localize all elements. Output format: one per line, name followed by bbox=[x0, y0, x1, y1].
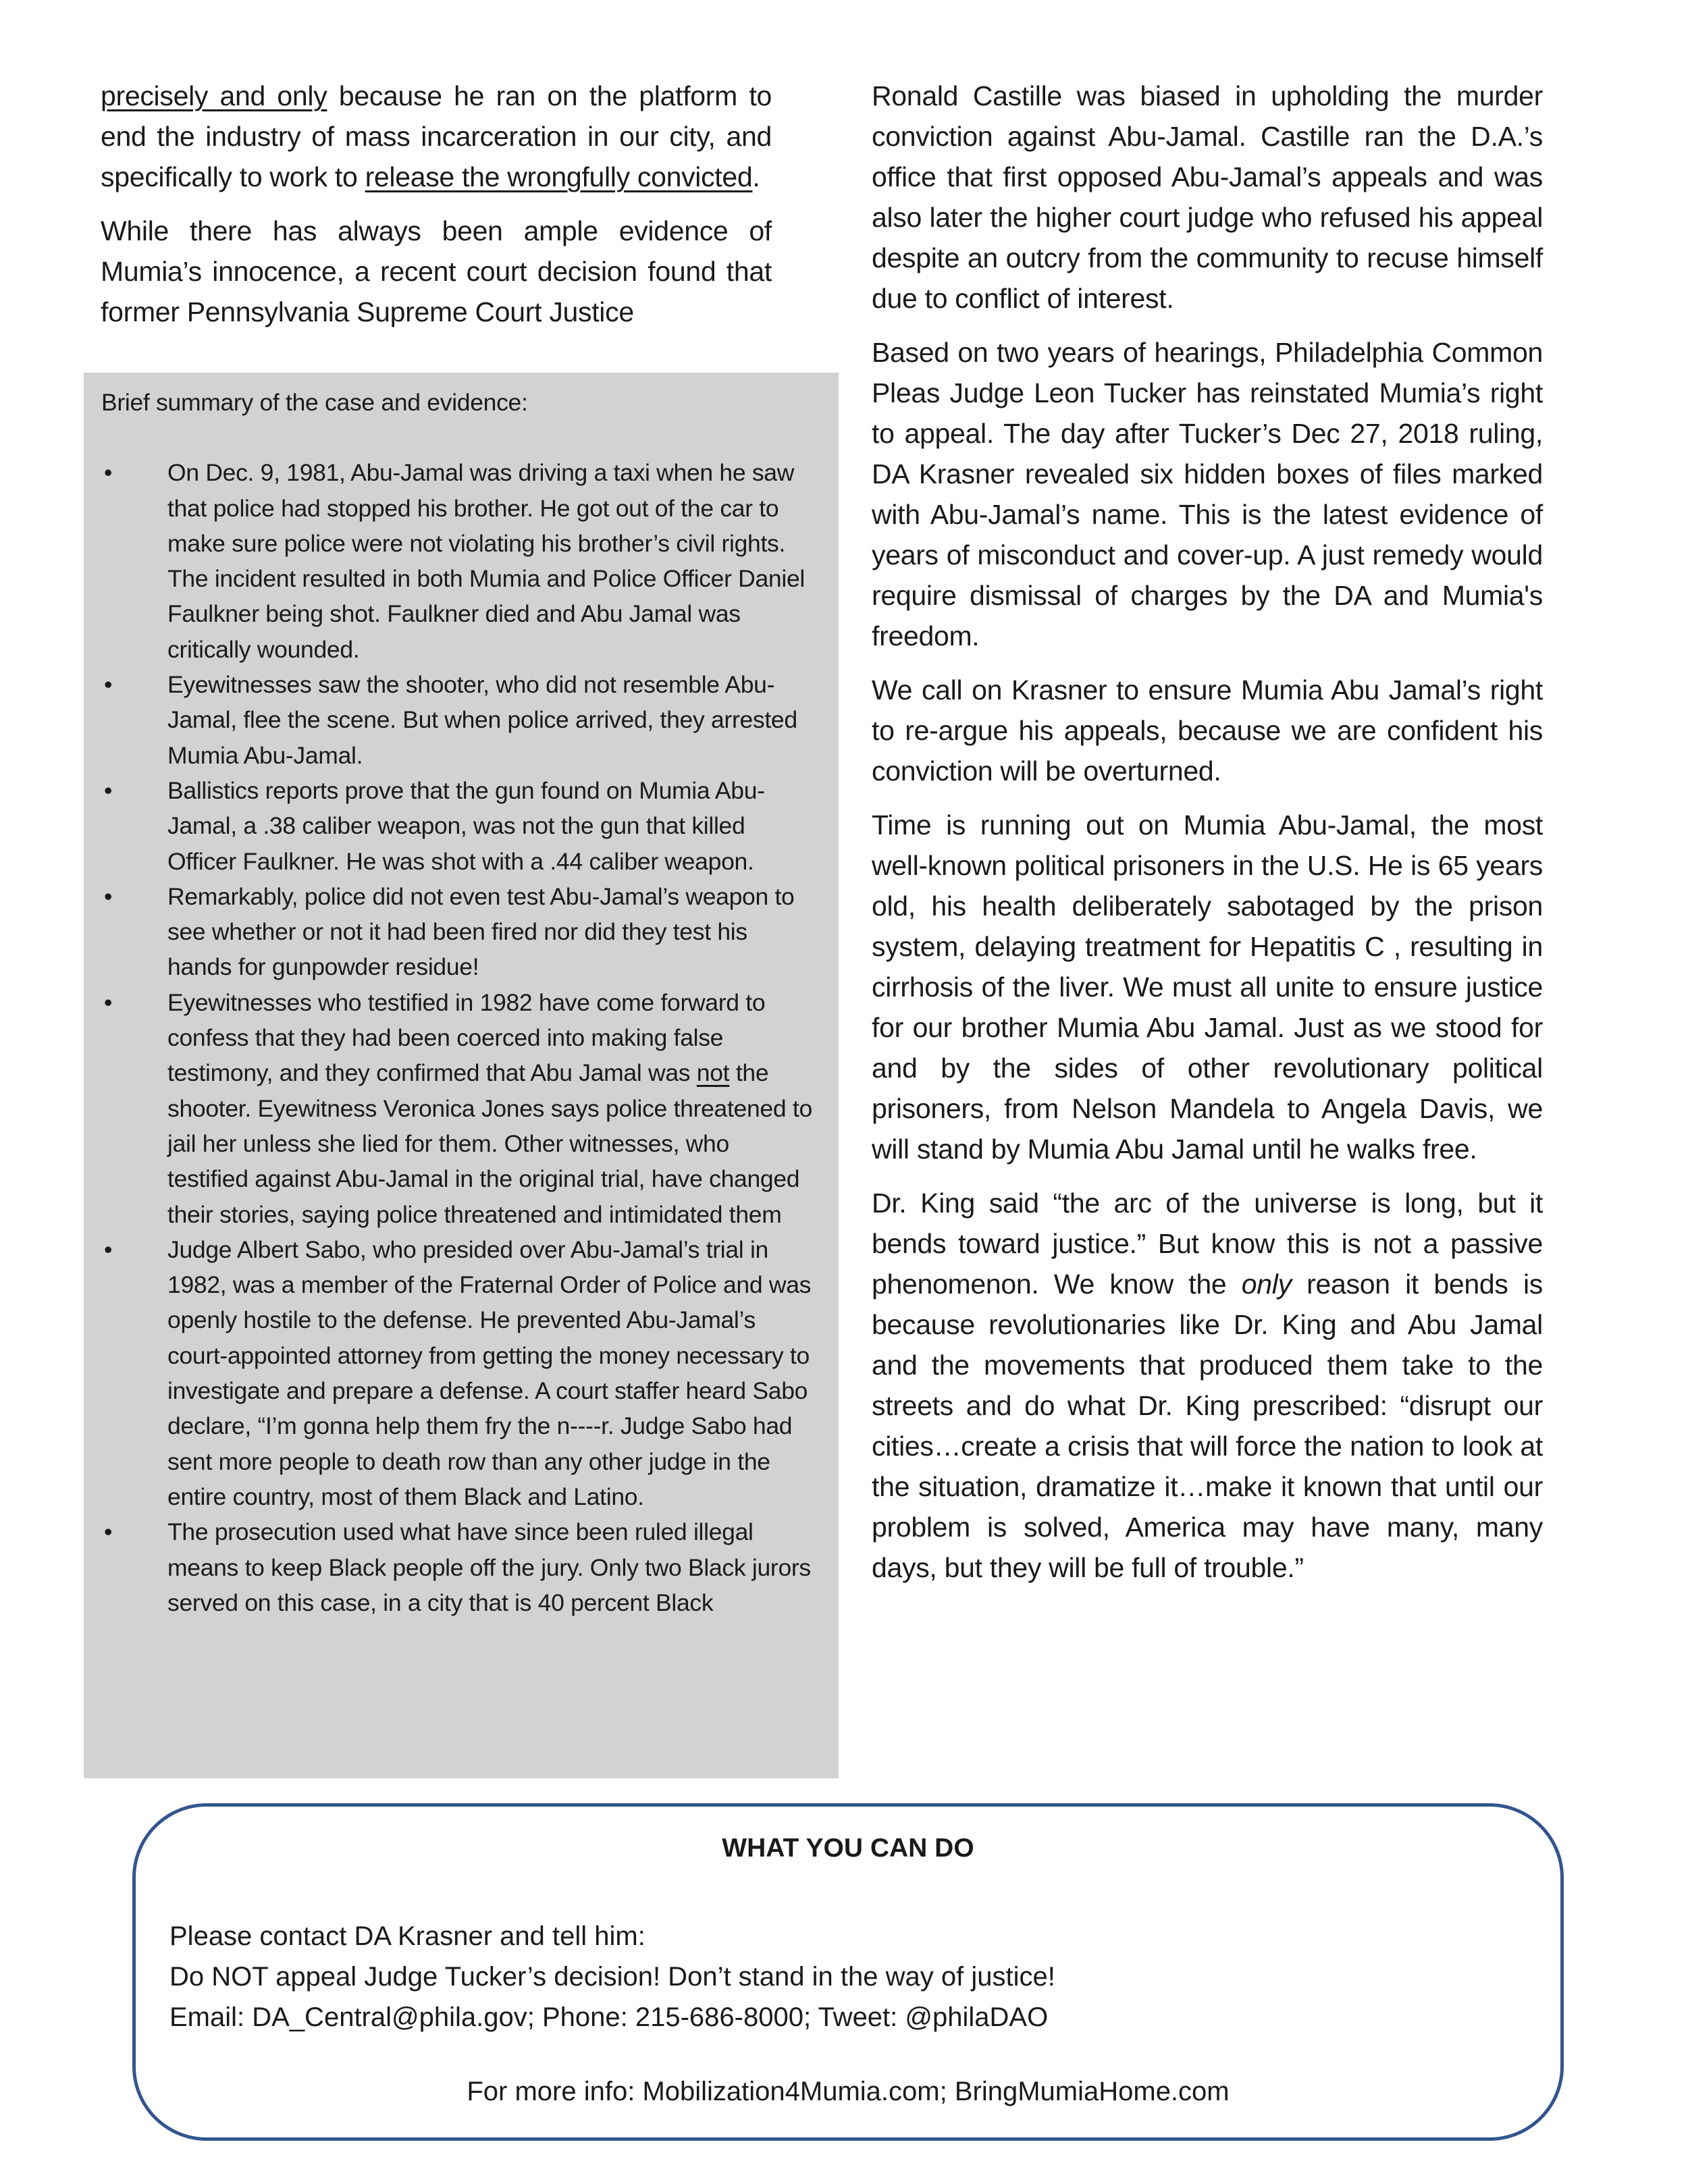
text-segment: Dr. King said “the arc of the universe is long, but it bends toward justice.” But know this is not a passive phenomenon. We know the bbox=[872, 1188, 1543, 1300]
underlined-text: release the wrongfully convicted bbox=[365, 161, 753, 192]
action-title: WHAT YOU CAN DO bbox=[722, 1834, 974, 1863]
paragraph bbox=[872, 1183, 1543, 1588]
underlined-text: precisely and only bbox=[101, 80, 327, 111]
evidence-list bbox=[101, 455, 814, 1620]
action-instruction: Please contact DA Krasner and tell him: bbox=[169, 1921, 645, 1951]
evidence-item bbox=[101, 985, 814, 1232]
bullet-icon: • bbox=[104, 671, 113, 699]
text-segment: . bbox=[752, 161, 760, 192]
paragraph bbox=[101, 211, 772, 332]
text-segment: reason it bends is because revolutionaries like Dr. King and Abu Jamal and the movements that produced them take to the streets and do what Dr. King prescribed: “disrupt our cities…create a crisis that will force the nation to look at the situation, dramatize it…make it known that until our problem is solved, America may have many, many days, but they will be full of trouble.” bbox=[872, 1269, 1543, 1583]
left-column bbox=[101, 76, 772, 346]
bullet-icon: • bbox=[104, 459, 113, 487]
text-segment: Remarkably, police did not even test Abu-Jamal’s weapon to see whether or not it had been fired nor did they test his hands for gunpowder residue! bbox=[167, 882, 795, 981]
text-segment: the shooter. Eyewitness Veronica Jones says police threatened to jail her unless she lied for them. Other witnesses, who testified against Abu-Jamal in the original trial, have changed their stories, saying police threatened and intimidated them bbox=[167, 1059, 812, 1228]
text-segment: Judge Albert Sabo, who presided over Abu-Jamal’s trial in 1982, was a member of the Fraternal Order of Police and was openly hostile to the defense. He prevented Abu-Jamal’s court-appointed attorney from getting the money necessary to investigate and prepare a defense. A court staffer heard Sabo declare, “I’m gonna help them fry the n----r. Judge Sabo had sent more people to death row than any other judge in the entire country, most of them Black and Latino. bbox=[167, 1235, 812, 1510]
text-segment: Eyewitnesses who testified in 1982 have come forward to confess that they had been coerced into making false testimony, and they confirmed that Abu Jamal was bbox=[167, 988, 766, 1087]
bullet-icon: • bbox=[104, 988, 113, 1016]
contact-info: Email: DA_Central@phila.gov; Phone: 215-686-8000; Tweet: @philaDAO bbox=[169, 2002, 1049, 2032]
text-segment: The prosecution used what have since been ruled illegal means to keep Black people off the jury. Only two Black jurors served on this case, in a city that is 40 percent Black bbox=[167, 1518, 811, 1616]
evidence-item bbox=[101, 1514, 814, 1620]
paragraph bbox=[872, 670, 1543, 791]
case-summary-box bbox=[84, 373, 839, 1778]
more-info-links: For more info: Mobilization4Mumia.com; BringMumiaHome.com bbox=[467, 2077, 1230, 2106]
right-column bbox=[872, 76, 1543, 1601]
evidence-item bbox=[101, 667, 814, 773]
action-demand: Do NOT appeal Judge Tucker’s decision! Don’t stand in the way of justice! bbox=[169, 1962, 1055, 1992]
bullet-icon: • bbox=[104, 1518, 113, 1546]
text-segment: Time is running out on Mumia Abu-Jamal, the most well-known political prisoners in the U.S. He is 65 years old, his health deliberately sabotaged by the prison system, delaying treatment for Hepatitis C , resulting in cirrhosis of the liver. We must all unite to ensure justice for our brother Mumia Abu Jamal. Just as we stood for and by the sides of other revolutionary political prisoners, from Nelson Mandela to Angela Davis, we will stand by Mumia Abu Jamal until he walks free. bbox=[872, 809, 1543, 1165]
paragraph bbox=[872, 805, 1543, 1169]
text-segment: We call on Krasner to ensure Mumia Abu Jamal’s right to re-argue his appeals, because we are confident his conviction will be overturned. bbox=[872, 674, 1543, 787]
evidence-item bbox=[101, 773, 814, 879]
paragraph bbox=[872, 332, 1543, 656]
what-you-can-do-box bbox=[132, 1803, 1564, 2141]
evidence-item bbox=[101, 1232, 814, 1514]
text-segment: Ronald Castille was biased in upholding the murder conviction against Abu-Jamal. Castille ran the D.A.’s office that first opposed Abu-Jamal’s appeals and was also later the higher court judge who refused his appeal despite an outcry from the community to recuse himself due to conflict of interest. bbox=[872, 80, 1543, 314]
paragraph bbox=[101, 76, 772, 197]
text-segment: because he ran on the platform to end the industry of mass incarceration in our city, and specifically to work to bbox=[101, 80, 772, 192]
evidence-item bbox=[101, 455, 814, 667]
text-segment: On Dec. 9, 1981, Abu-Jamal was driving a taxi when he saw that police had stopped his brother. He got out of the car to make sure police were not violating his brother’s civil rights. The incident resulted in both Mumia and Police Officer Daniel Faulkner being shot. Faulkner died and Abu Jamal was critically wounded. bbox=[167, 459, 805, 663]
bullet-icon: • bbox=[104, 1235, 113, 1263]
summary-heading: Brief summary of the case and evidence: bbox=[101, 389, 528, 416]
evidence-item bbox=[101, 879, 814, 985]
underlined-text: not bbox=[696, 1059, 730, 1087]
text-segment: Ballistics reports prove that the gun found on Mumia Abu-Jamal, a .38 caliber weapon, was not the gun that killed Officer Faulkner. He was shot with a .44 caliber weapon. bbox=[167, 776, 765, 875]
paragraph bbox=[872, 76, 1543, 319]
bullet-icon: • bbox=[104, 882, 113, 910]
text-segment: While there has always been ample evidence of Mumia’s innocence, a recent court decision found that former Pennsylvania Supreme Court Justice bbox=[101, 215, 772, 327]
text-segment: Based on two years of hearings, Philadelphia Common Pleas Judge Leon Tucker has reinstated Mumia’s right to appeal. The day after Tucker’s Dec 27, 2018 ruling, DA Krasner revealed six hidden boxes of files marked with Abu-Jamal’s name. This is the latest evidence of years of misconduct and cover-up. A just remedy would require dismissal of charges by the DA and Mumia's freedom. bbox=[872, 337, 1543, 651]
text-segment: Eyewitnesses saw the shooter, who did not resemble Abu-Jamal, flee the scene. But when police arrived, they arrested Mumia Abu-Jamal. bbox=[167, 671, 797, 769]
bullet-icon: • bbox=[104, 776, 113, 804]
italic-text: only bbox=[1241, 1269, 1292, 1300]
